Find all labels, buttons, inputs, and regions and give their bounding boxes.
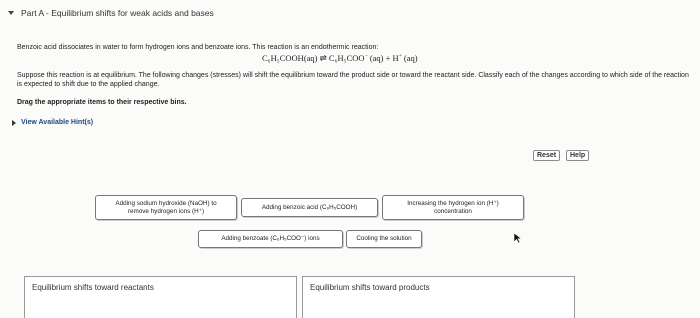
equilibrium-arrow-icon: ⇌ (319, 53, 327, 63)
item-label-line1: Increasing the hydrogen ion (H⁺) (407, 199, 499, 207)
drag-instruction: Drag the appropriate items to their respective bins. (17, 99, 187, 106)
item-label-line1: Adding sodium hydroxide (NaOH) to (115, 199, 217, 207)
item-increasing-h-ion[interactable] (382, 195, 524, 220)
intro-text: Benzoic acid dissociates in water to form hydrogen ions and benzoate ions. This reaction is an endothermic reaction: (17, 44, 379, 51)
reaction-equation (262, 53, 418, 64)
equation-product-1: C₆H₅COO (328, 53, 365, 63)
part-title: Part A - Equilibrium shifts for weak acids and bases (21, 8, 214, 18)
collapse-caret-icon[interactable] (8, 11, 14, 15)
item-label: Adding benzoate (C₆H₅COO⁻) ions (221, 235, 320, 242)
item-adding-benzoate[interactable] (198, 230, 343, 248)
part-a-header[interactable] (8, 8, 214, 18)
expand-caret-icon[interactable] (12, 120, 16, 126)
item-label: Cooling the solution (356, 235, 412, 242)
view-hints-label[interactable]: View Available Hint(s) (21, 119, 94, 126)
item-label-line2: remove hydrogen ions (H⁺) (127, 207, 205, 215)
instructions-paragraph: Suppose this reaction is at equilibrium. The following changes (stresses) will shift the equilibrium toward the product side or toward the reactant side. Classify each of the changes according to which side of the reaction is expected to shift due to the applied change. (17, 72, 689, 88)
bin-reactants-title: Equilibrium shifts toward reactants (32, 283, 154, 292)
view-hints-link[interactable] (12, 119, 93, 126)
item-adding-naoh[interactable] (95, 195, 237, 220)
item-adding-benzoic-acid[interactable] (241, 198, 378, 217)
equation-product-1-state: (aq) + H (367, 53, 399, 63)
bin-reactants[interactable] (24, 276, 297, 318)
charge-plus: + (398, 53, 402, 60)
bin-products-title: Equilibrium shifts toward products (310, 283, 430, 292)
equation-product-2-state: (aq) (401, 53, 418, 63)
help-button[interactable]: Help (566, 150, 589, 161)
item-cooling-solution[interactable] (346, 230, 422, 248)
charge-minus: − (364, 53, 368, 60)
reset-button[interactable]: Reset (533, 150, 560, 161)
bin-products[interactable] (302, 276, 575, 318)
item-label-line2: concentration (434, 207, 472, 215)
equation-reactant: C₆H₅COOH(aq) (262, 53, 318, 63)
item-label: Adding benzoic acid (C₆H₅COOH) (261, 203, 358, 211)
mouse-cursor-icon (513, 232, 523, 244)
